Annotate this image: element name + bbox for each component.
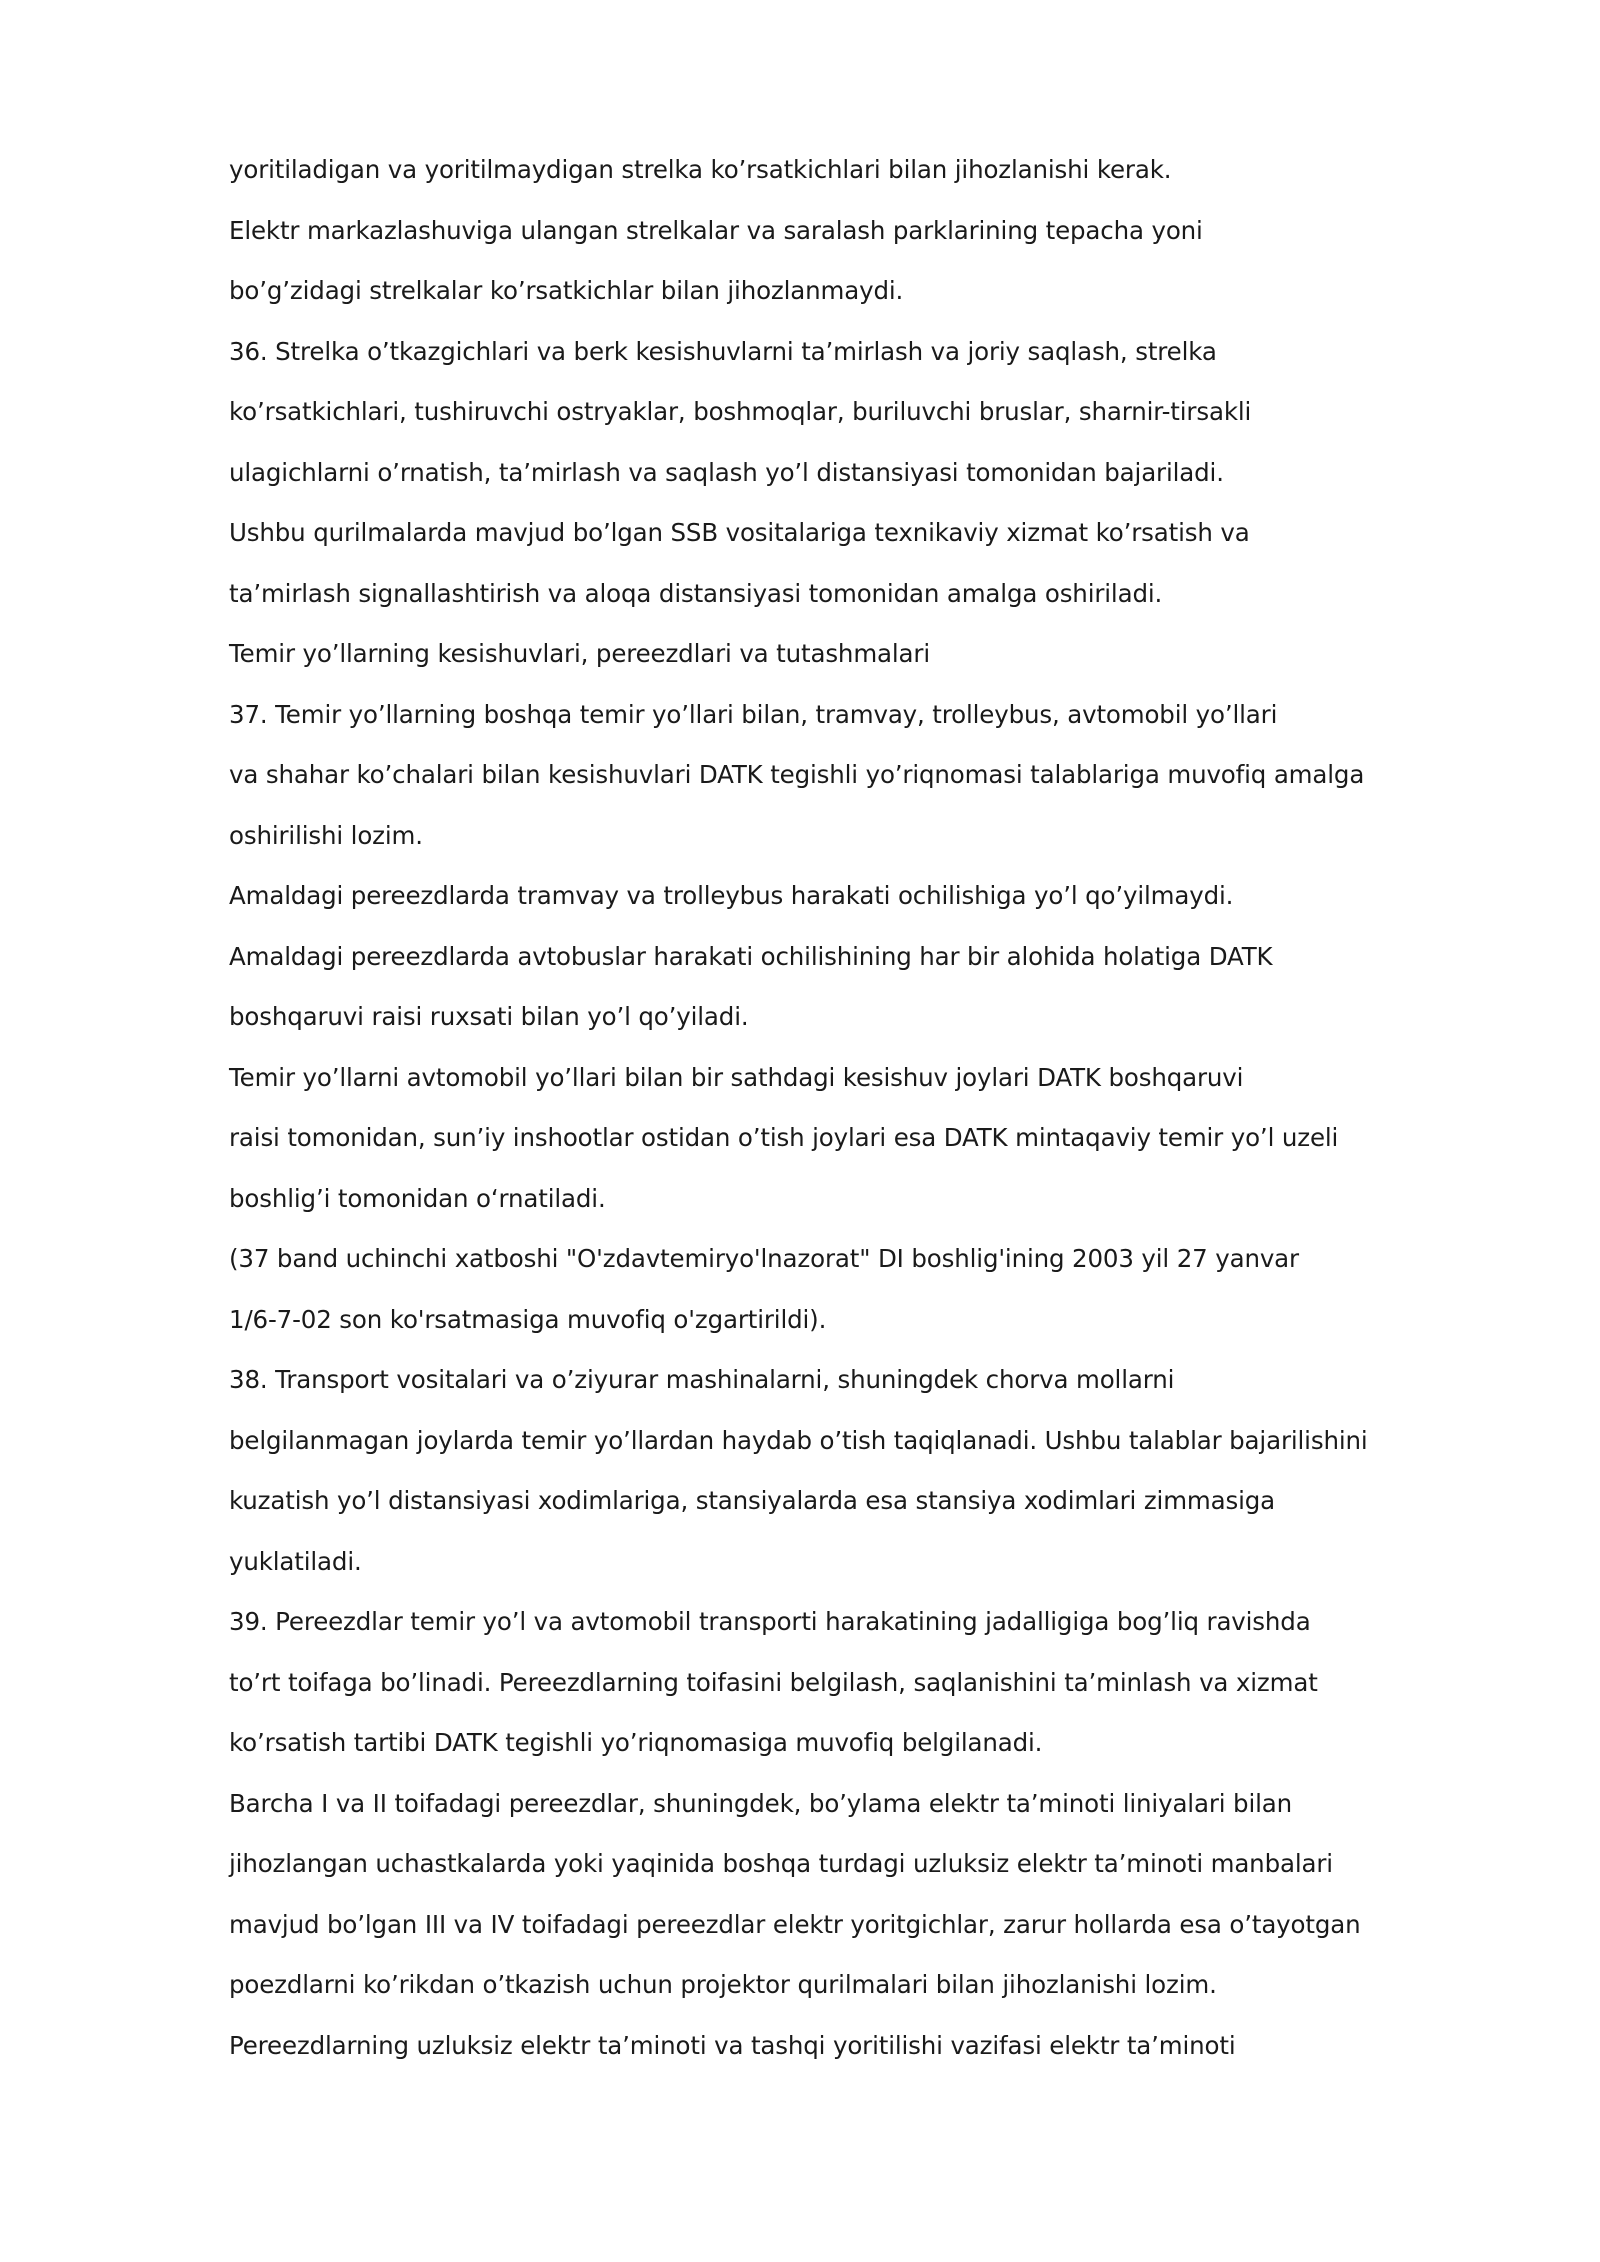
text-line: bo’g’zidagi strelkalar ko’rsatkichlar bilan jihozlanmaydi. [229, 276, 904, 305]
section-heading: Temir yo’llarning kesishuvlari, pereezdlari va tutashmalari [229, 639, 930, 668]
text-line: Amaldagi pereezdlarda tramvay va trolleybus harakati ochilishiga yo’l qo’yilmaydi. [229, 881, 1234, 910]
text-line: kuzatish yo’l distansiyasi xodimlariga, stansiyalarda esa stansiya xodimlari zimmasiga [229, 1486, 1276, 1515]
text-line: belgilanmagan joylarda temir yo’llardan haydab o’tish taqiqlanadi. Ushbu talablar bajarilishini [229, 1425, 1368, 1455]
text-line: 37. Temir yo’llarning boshqa temir yo’llari bilan, tramvay, trolleybus, avtomobil yo’llari [229, 699, 1278, 729]
text-line: ko’rsatkichlari, tushiruvchi ostryaklar, boshmoqlar, buriluvchi bruslar, sharnir-tirsakli [229, 397, 1252, 426]
amendment-note: (37 band uchinchi xatboshi "O'zdavtemiryo'lnazorat" DI boshlig'ining 2003 yil 27 yanvar [229, 1244, 1299, 1273]
text-line: Amaldagi pereezdlarda avtobuslar harakati ochilishining har bir alohida holatiga DATK [229, 941, 1273, 971]
document-text [229, 143, 1429, 2079]
text-line: 39. Pereezdlar temir yo’l va avtomobil transporti harakatining jadalligiga bog’liq ravishda [229, 1607, 1311, 1636]
text-line: to’rt toifaga bo’linadi. Pereezdlarning toifasini belgilash, saqlanishini ta’minlash va xizmat [229, 1667, 1318, 1697]
text-line: va shahar ko’chalari bilan kesishuvlari DATK tegishli yo’riqnomasi talablariga muvofiq amalga [229, 760, 1365, 789]
text-line: yuklatiladi. [229, 1546, 362, 1576]
text-line: poezdlarni ko’rikdan o’tkazish uchun projektor qurilmalari bilan jihozlanishi lozim. [229, 1970, 1217, 1999]
amendment-note: 1/6-7-02 son ko'rsatmasiga muvofiq o'zgartirildi). [229, 1304, 827, 1334]
text-line: jihozlangan uchastkalarda yoki yaqinida boshqa turdagi uzluksiz elektr ta’minoti manbalari [229, 1849, 1333, 1878]
text-line: boshlig’i tomonidan o‘rnatiladi. [229, 1183, 606, 1213]
text-line: boshqaruvi raisi ruxsati bilan yo’l qo’yiladi. [229, 1002, 749, 1031]
text-line: yoritiladigan va yoritilmaydigan strelka ko’rsatkichlari bilan jihozlanishi kerak. [229, 155, 1172, 184]
text-line: Pereezdlarning uzluksiz elektr ta’minoti va tashqi yoritilishi vazifasi elektr ta’minoti [229, 2030, 1236, 2060]
text-line: Temir yo’llarni avtomobil yo’llari bilan bir sathdagi kesishuv joylari DATK boshqaruvi [229, 1062, 1244, 1092]
text-line: Elektr markazlashuviga ulangan strelkalar va saralash parklarining tepacha yoni [229, 215, 1203, 245]
text-line: ulagichlarni o’rnatish, ta’mirlash va saqlash yo’l distansiyasi tomonidan bajariladi. [229, 457, 1224, 487]
text-line: raisi tomonidan, sun’iy inshootlar ostidan o’tish joylari esa DATK mintaqaviy temir yo’l uzeli [229, 1123, 1339, 1152]
text-line: Barcha I va II toifadagi pereezdlar, shuningdek, bo’ylama elektr ta’minoti liniyalari bilan [229, 1788, 1292, 1818]
text-line: oshirilishi lozim. [229, 820, 423, 850]
text-line: 36. Strelka o’tkazgichlari va berk kesishuvlarni ta’mirlash va joriy saqlash, strelka [229, 336, 1217, 366]
text-line: ko’rsatish tartibi DATK tegishli yo’riqnomasiga muvofiq belgilanadi. [229, 1728, 1043, 1757]
text-line: Ushbu qurilmalarda mavjud bo’lgan SSB vositalariga texnikaviy xizmat ko’rsatish va [229, 518, 1250, 547]
text-line: ta’mirlash signallashtirish va aloqa distansiyasi tomonidan amalga oshiriladi. [229, 578, 1163, 608]
text-line: 38. Transport vositalari va o’ziyurar mashinalarni, shuningdek chorva mollarni [229, 1365, 1175, 1394]
text-line: mavjud bo’lgan III va IV toifadagi pereezdlar elektr yoritgichlar, zarur hollarda esa o’tayotgan [229, 1909, 1361, 1939]
